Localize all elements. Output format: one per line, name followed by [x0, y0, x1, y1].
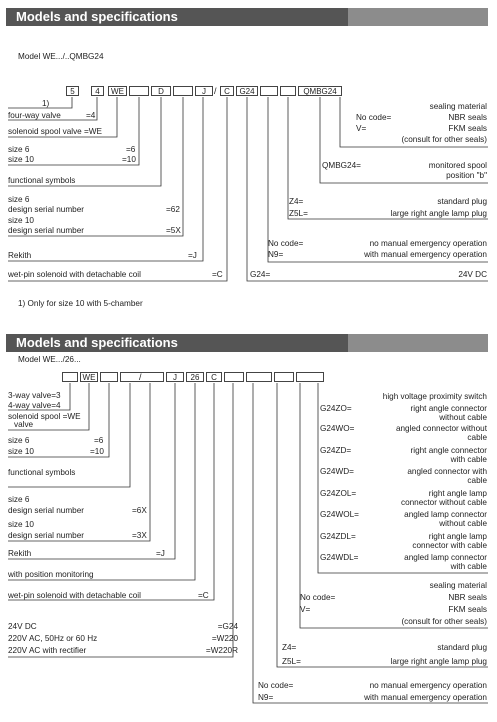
spec-label: design serial number: [8, 205, 85, 214]
option-desc: without cable: [439, 413, 487, 422]
option-code: G24WDL=: [320, 553, 359, 562]
model-code-label: Model WE.../26...: [18, 355, 81, 364]
spec-label: size 10: [8, 155, 34, 164]
option-code: No code=: [258, 681, 294, 690]
spec-label: size 6: [8, 145, 30, 154]
spec-label: 3-way valve=3: [8, 391, 61, 400]
option-desc: angled lamp connector: [404, 553, 487, 562]
option-note: (consult for other seals): [401, 617, 487, 626]
option-code: G24ZDL=: [320, 532, 356, 541]
code-cell: D: [151, 86, 171, 96]
code-cell: J: [195, 86, 213, 96]
spec-value: =6: [126, 145, 136, 154]
option-desc: angled connector with: [407, 467, 487, 476]
spec-value: =C: [198, 591, 209, 600]
option-code: V=: [300, 605, 311, 614]
option-desc: position "b": [446, 171, 487, 180]
option-desc: right angle lamp: [428, 489, 487, 498]
spec-label: four-way valve: [8, 111, 61, 120]
spec-value: =10: [90, 447, 104, 456]
option-desc: right angle connector: [410, 446, 487, 455]
option-code: G24ZOL=: [320, 489, 357, 498]
code-cell: WE: [108, 86, 127, 96]
spec-label: size 6: [8, 195, 30, 204]
spec-value: =10: [122, 155, 136, 164]
option-desc: with cable: [450, 455, 487, 464]
code-cell: C: [220, 86, 234, 96]
slash-separator: /: [139, 372, 142, 382]
spec-label: solenoid spool valve =WE: [8, 127, 102, 136]
spec-label: with position monitoring: [8, 570, 94, 579]
spec-label: wet-pin solenoid with detachable coil: [8, 591, 141, 600]
spec-value: =3X: [132, 531, 147, 540]
option-desc: right angle lamp: [428, 532, 487, 541]
slash-separator: /: [214, 86, 217, 96]
spec-value: =W220: [211, 634, 238, 643]
option-desc: FKM seals: [448, 605, 487, 614]
option-code: G24WO=: [320, 424, 355, 433]
option-desc: angled lamp connector: [404, 510, 487, 519]
option-code: G24WOL=: [320, 510, 359, 519]
code-cell: C: [206, 372, 222, 382]
spec-value: =5X: [166, 226, 181, 235]
spec-label: 220V AC with rectifier: [8, 646, 87, 655]
spec-label: valve: [14, 420, 34, 429]
option-desc: angled connector without: [395, 424, 487, 433]
option-desc: cable: [467, 433, 487, 442]
spec-value: =6X: [132, 506, 147, 515]
spec-label: size 10: [8, 216, 34, 225]
sealing-title: sealing material: [429, 102, 487, 111]
code-cell: J: [166, 372, 184, 382]
option-code: Z4=: [282, 643, 297, 652]
spec-value: =W220R: [205, 646, 238, 655]
spec-value: =4: [86, 111, 96, 120]
spec-value: =C: [212, 270, 223, 279]
option-desc: no manual emergency operation: [369, 681, 487, 690]
spec-label: design serial number: [8, 226, 85, 235]
spec-label: Rekith: [8, 251, 32, 260]
option-desc: standard plug: [437, 197, 487, 206]
spec-label: functional symbols: [8, 468, 76, 477]
spec-value: =J: [188, 251, 197, 260]
spec-label: design serial number: [8, 531, 85, 540]
spec-value: =G24: [217, 622, 238, 631]
option-desc: monitored spool: [428, 161, 487, 170]
code-cell: G24: [236, 86, 258, 96]
option-desc: NBR seals: [448, 113, 487, 122]
spec-label: functional symbols: [8, 176, 76, 185]
section-title: Models and specifications: [16, 335, 178, 350]
code-cell: WE: [80, 372, 98, 382]
option-desc: with cable: [450, 562, 487, 571]
option-note: (consult for other seals): [401, 135, 487, 144]
option-code: G24ZD=: [320, 446, 352, 455]
spec-label: 220V AC, 50Hz or 60 Hz: [8, 634, 98, 643]
spec-value: =62: [166, 205, 180, 214]
option-desc: standard plug: [437, 643, 487, 652]
option-code: No code=: [300, 593, 336, 602]
option-code: Z5L=: [282, 657, 301, 666]
option-desc: cable: [467, 476, 487, 485]
option-code: N9=: [258, 693, 274, 702]
option-desc: with manual emergency operation: [364, 250, 487, 259]
option-code: V=: [356, 124, 367, 133]
spec-label: design serial number: [8, 506, 85, 515]
option-code: No code=: [268, 239, 304, 248]
option-desc: NBR seals: [448, 593, 487, 602]
option-desc: 24V DC: [458, 270, 487, 279]
option-desc: large right angle lamp plug: [390, 657, 487, 666]
option-desc: right angle connector: [410, 404, 487, 413]
section-title: Models and specifications: [16, 9, 178, 24]
footnote-ref: 1): [42, 99, 50, 108]
code-cell: 5: [66, 86, 79, 96]
option-desc: large right angle lamp plug: [390, 209, 487, 218]
model-code-label: Model WE.../..QMBG24: [18, 52, 104, 61]
option-desc: connector with cable: [412, 541, 487, 550]
option-code: G24ZO=: [320, 404, 352, 413]
code-cell: QMBG24: [298, 86, 342, 96]
spec-label: 4-way valve=4: [8, 401, 61, 410]
code-cell: 26: [186, 372, 204, 382]
spec-label: size 10: [8, 447, 34, 456]
connector-title: high voltage proximity switch: [382, 392, 487, 401]
spec-label: size 6: [8, 495, 30, 504]
spec-label: wet-pin solenoid with detachable coil: [8, 270, 141, 279]
spec-label: solenoid spool =WE: [8, 412, 81, 421]
option-desc: connector without cable: [400, 498, 487, 507]
option-code: QMBG24=: [322, 161, 361, 170]
spec-value: =J: [156, 549, 165, 558]
option-code: N9=: [268, 250, 284, 259]
option-code: G24=: [250, 270, 271, 279]
spec-label: size 6: [8, 436, 30, 445]
spec-label: Rekith: [8, 549, 32, 558]
spec-label: size 10: [8, 520, 34, 529]
option-code: Z5L=: [289, 209, 308, 218]
sealing-title: sealing material: [429, 581, 487, 590]
option-code: Z4=: [289, 197, 304, 206]
option-code: No code=: [356, 113, 392, 122]
spec-label: 24V DC: [8, 622, 37, 631]
code-cell: 4: [91, 86, 104, 96]
spec-value: =6: [94, 436, 104, 445]
option-code: G24WD=: [320, 467, 354, 476]
option-desc: with manual emergency operation: [364, 693, 487, 702]
option-desc: without cable: [439, 519, 487, 528]
option-desc: no manual emergency operation: [369, 239, 487, 248]
option-desc: FKM seals: [448, 124, 487, 133]
footnote: 1) Only for size 10 with 5-chamber: [18, 299, 143, 308]
